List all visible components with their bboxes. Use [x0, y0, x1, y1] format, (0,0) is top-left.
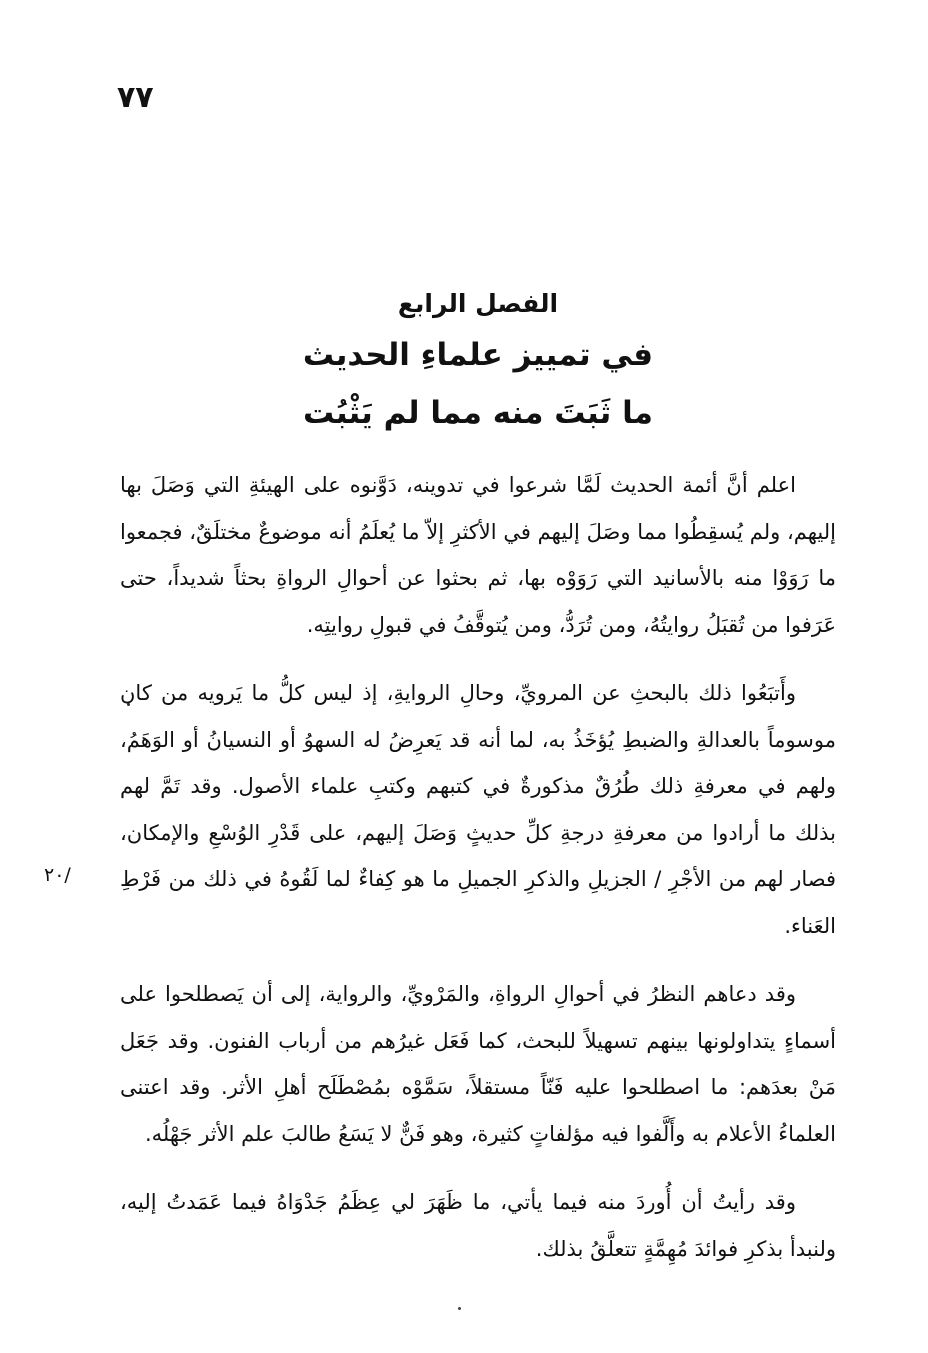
body-text	[120, 462, 836, 1294]
paragraph-3: وقد دعاهم النظرُ في أحوالِ الرواةِ، والمَرْويِّ، والرواية، إلى أن يَصطلحوا على أسماءٍ يتداولونها بينهم تسهيلاً للبحث، كما فَعَل غيرُهم من أرباب الفنون. وقد جَعَل مَنْ بعدَهم: ما اصطلحوا عليه فَنّاً مستقلاً، سَمَّوْه بمُصْطَلَح أهلِ الأثر. وقد اعتنى العلماءُ الأعلام به وأَلَّفوا فيه مؤلفاتٍ كثيرة، وهو فَنٌّ لا يَسَعُ طالبَ علم الأثر جَهْلُه.	[120, 982, 836, 1146]
chapter-subtitle-2: ما ثَبَتَ منه مما لم يَثْبُت	[303, 395, 653, 431]
chapter-subtitle-1: في تمييز علماءِ الحديث	[302, 337, 654, 373]
paragraph-4: وقد رأيتُ أن أُوردَ منه فيما يأتي، ما ظَهَرَ لي عِظَمُ جَدْوَاهُ فيما عَمَدتُ إليه، ولنبدأ بذكرِ فوائدَ مُهِمَّةٍ تتعلَّقُ بذلك.	[120, 1190, 836, 1261]
paragraph-1: اعلم أنَّ أئمة الحديث لَمَّا شرعوا في تدوينه، دَوَّنوه على الهيئةِ التي وَصَلَ بها إليهم، ولم يُسقِطُوا مما وصَلَ إليهم في الأكثرِ إلاّ ما يُعلَمُ أنه موضوعٌ مختلَقٌ، فجمعوا ما رَوَوْا منه بالأسانيد التي رَوَوْه بها، ثم بحثوا عن أحوالِ الرواةِ بحثاً شديداً، حتى عَرَفوا من تُقبَلُ روايتُهُ، ومن تُرَدُّ، ومن يُتوقَّفُ في قبولِ روايتِه.	[120, 473, 836, 637]
page-number: ٧٧	[117, 80, 154, 115]
bottom-dot	[458, 1307, 461, 1310]
chapter-title: الفصل الرابع	[397, 289, 559, 318]
chapter-heading-block	[120, 282, 836, 442]
paragraph-2: وأَتبَعُوا ذلك بالبحثِ عن المرويِّ، وحالِ الروايةِ، إذ ليس كلُّ ما يَرويه من كان موسوماً بالعدالةِ والضبطِ يُؤخَذُ به، لما أنه قد يَعرِضُ له السهوُ أو النسيانُ أو الوَهَمُ، ولهم في معرفةِ ذلك طُرُقٌ مذكورةٌ في كتبهم وكتبِ علماء الأصول. وقد تَمَّ لهم بذلك ما أرادوا من معرفةِ درجةِ كلِّ حديثٍ وَصَلَ إليهم، على قَدْرِ الوُسْعِ والإمكان، فصار لهم من الأجْرِ / الجزيلِ والذكرِ الجميلِ ما هو كِفاءٌ لما لَقُوهُ في ذلك من فَرْطِ العَناء.	[120, 681, 836, 938]
margin-page-marker: ٢٠/	[44, 864, 71, 886]
